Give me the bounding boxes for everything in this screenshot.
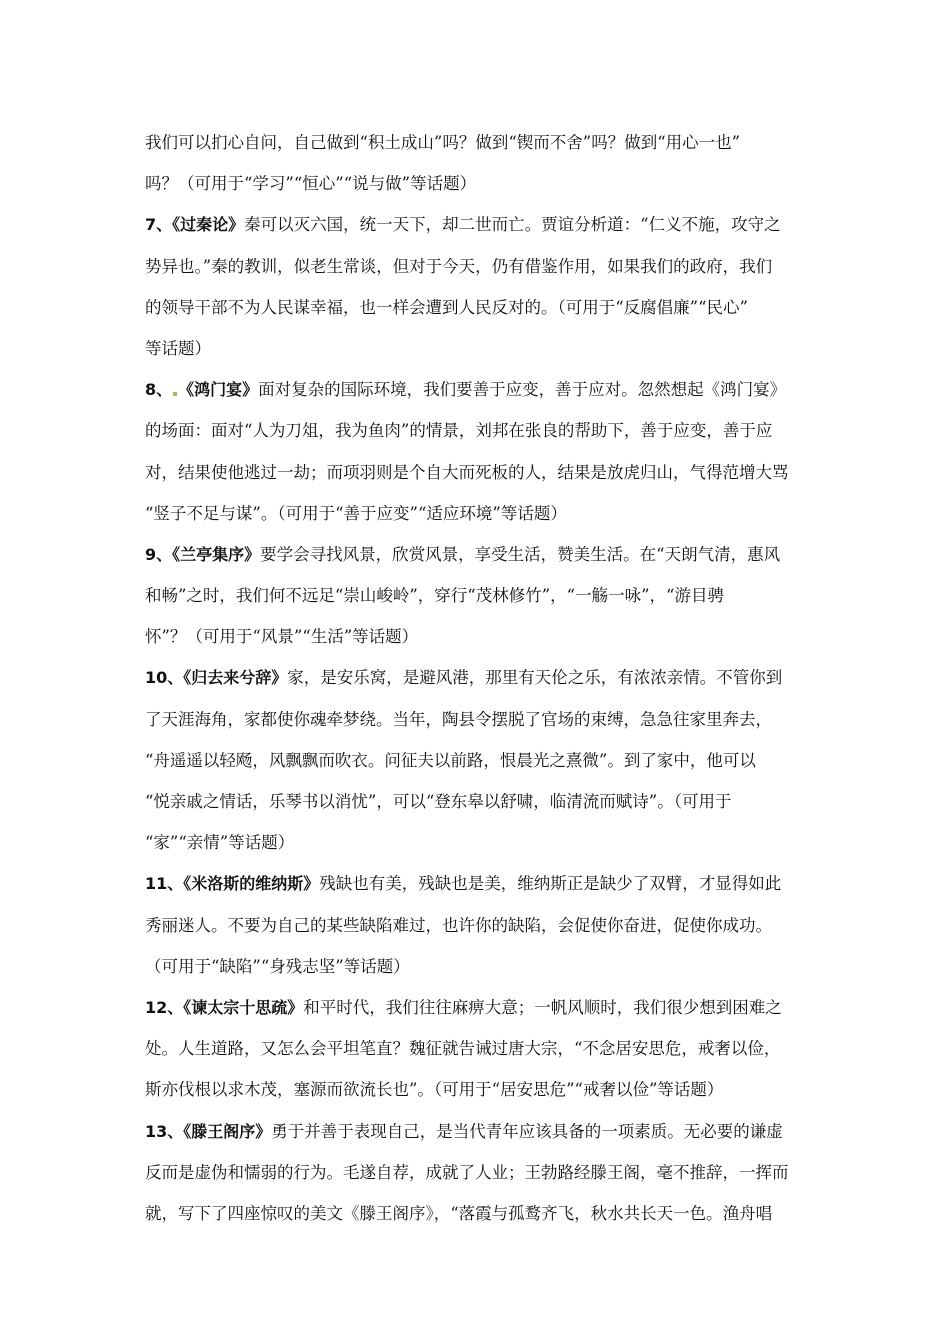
item-10-line-2 <box>145 699 813 740</box>
item-9-line-3 <box>145 616 813 657</box>
item-11-line-3 <box>145 946 813 987</box>
item-7-line-4 <box>145 328 813 369</box>
line-text: 了天涯海角，家都使你魂牵梦绕。当年，陶县令摆脱了官场的束缚，急急往家里奔去， <box>145 709 772 729</box>
item-9-line-1 <box>145 534 813 575</box>
line-text: 处。人生道路，又怎么会平坦笔直？魏征就告诫过唐大宗，“不念居安思危，戒奢以俭， <box>145 1039 781 1059</box>
item-8-line-2 <box>145 410 813 451</box>
line-text: 残缺也有美，残缺也是美，维纳斯正是缺少了双臂，才显得如此 <box>319 874 782 894</box>
marker-dot <box>173 392 177 396</box>
item-title: 《米洛斯的维纳斯》 <box>183 874 320 894</box>
item-12-line-3 <box>145 1069 813 1110</box>
item-13-line-1 <box>145 1111 813 1152</box>
item-8-line-1 <box>145 369 813 410</box>
line-text: 吗？（可用于“学习”“恒心”“说与做”等话题） <box>145 174 477 194</box>
item-12-line-1 <box>145 987 813 1028</box>
document-body <box>145 122 813 1234</box>
line-text: 势异也。”秦的教训，似老生常谈，但对于今天，仍有借鉴作用，如果我们的政府，我们 <box>145 256 773 276</box>
item-number: 8、 <box>145 380 173 400</box>
line-text: 的领导干部不为人民谋幸福，也一样会遭到人民反对的。（可用于“反腐倡廉”“民心” <box>145 297 748 317</box>
text-line-2 <box>145 163 813 204</box>
line-text: 反而是虚伪和懦弱的行为。毛遂自荐，成就了人业；王勃路经滕王阁，毫不推辞，一挥而 <box>145 1162 789 1182</box>
line-text: “悦亲戚之情话，乐琴书以消忧”，可以“登东皋以舒啸，临清流而赋诗”。（可用于 <box>145 792 732 811</box>
item-11-line-2 <box>145 905 813 946</box>
item-title: 《过秦论》 <box>172 215 245 235</box>
line-text: 秀丽迷人。不要为自己的某些缺陷难过，也许你的缺陷，会促使你奋进，促使你成功。 <box>145 915 772 935</box>
line-text: 面对复杂的国际环境，我们要善于应变，善于应对。忽然想起《鸿门宴》 <box>258 380 787 400</box>
item-10-line-1 <box>145 657 813 698</box>
line-text: 怀”？（可用于“风景”“生活”等话题） <box>145 627 419 647</box>
item-7-line-3 <box>145 287 813 328</box>
line-text: “舟遥遥以轻飏，风飘飘而吹衣。问征夫以前路，恨晨光之熹微”。到了家中，他可以 <box>145 750 756 770</box>
line-text: 对，结果使他逃过一劫；而项羽则是个自大而死板的人，结果是放虎归山，气得范增大骂 <box>145 462 789 482</box>
item-number: 10、 <box>145 668 184 688</box>
item-13-line-2 <box>145 1152 813 1193</box>
line-text: “竖子不足与谋”。（可用于“善于应变”“适应环境”等话题） <box>145 503 567 523</box>
line-text: 和畅”之时，我们何不远足“崇山峻岭”，穿行“茂林修竹”，“一觞一咏”，“游目骋 <box>145 586 724 606</box>
line-text: 和平时代，我们往往麻痹大意；一帆风顺时，我们很少想到困难之 <box>303 997 782 1017</box>
item-number: 12、 <box>145 997 184 1017</box>
line-text: “家”“亲情”等话题） <box>145 833 295 853</box>
item-10-line-3 <box>145 740 813 781</box>
line-text: 秦可以灭六国，统一天下，却二世而亡。贾谊分析道：“仁义不施，攻守之 <box>244 215 781 235</box>
item-9-line-2 <box>145 575 813 616</box>
line-text: 勇于并善于表现自己，是当代青年应该具备的一项素质。无必要的谦虚 <box>271 1121 783 1141</box>
line-text: 要学会寻找风景，欣赏风景，享受生活，赞美生活。在“天朗气清，惠风 <box>260 544 781 564</box>
item-number: 7、 <box>145 215 173 235</box>
line-text: 家，是安乐窝，是避风港，那里有天伦之乐，有浓浓亲情。不管你到 <box>287 668 783 688</box>
line-text: 等话题） <box>145 338 211 358</box>
item-10-line-4 <box>145 781 813 822</box>
item-7-line-2 <box>145 246 813 287</box>
item-title: 《滕王阁序》 <box>183 1121 272 1141</box>
item-12-line-2 <box>145 1028 813 1069</box>
item-8-line-3 <box>145 452 813 493</box>
text-line-1 <box>145 122 813 163</box>
line-text: 就，写下了四座惊叹的美文《滕王阁序》，“落霞与孤鹜齐飞，秋水共长天一色。渔舟唱 <box>145 1203 773 1223</box>
item-8-line-4 <box>145 493 813 534</box>
item-7-line-1 <box>145 204 813 245</box>
item-number: 9、 <box>145 544 173 564</box>
item-title: 《归去来兮辞》 <box>183 668 288 688</box>
item-11-line-1 <box>145 863 813 904</box>
item-title: 《鸿门宴》 <box>178 380 259 400</box>
item-13-line-3 <box>145 1193 813 1234</box>
item-number: 13、 <box>145 1121 184 1141</box>
line-text: 的场面：面对“人为刀俎，我为鱼肉”的情景，刘邦在张良的帮助下，善于应变，善于应 <box>145 421 773 441</box>
item-10-line-5 <box>145 822 813 863</box>
item-title: 《谏太宗十思疏》 <box>183 997 304 1017</box>
item-title: 《兰亭集序》 <box>172 544 261 564</box>
line-text: 我们可以扪心自问，自己做到“积土成山”吗？做到“锲而不舍”吗？做到“用心一也” <box>145 133 741 152</box>
line-text: 斯亦伐根以求木茂，塞源而欲流长也”。（可用于“居安思危”“戒奢以俭”等话题） <box>145 1080 724 1100</box>
item-number: 11、 <box>145 874 184 894</box>
line-text: （可用于“缺陷”“身残志坚”等话题） <box>145 956 410 976</box>
